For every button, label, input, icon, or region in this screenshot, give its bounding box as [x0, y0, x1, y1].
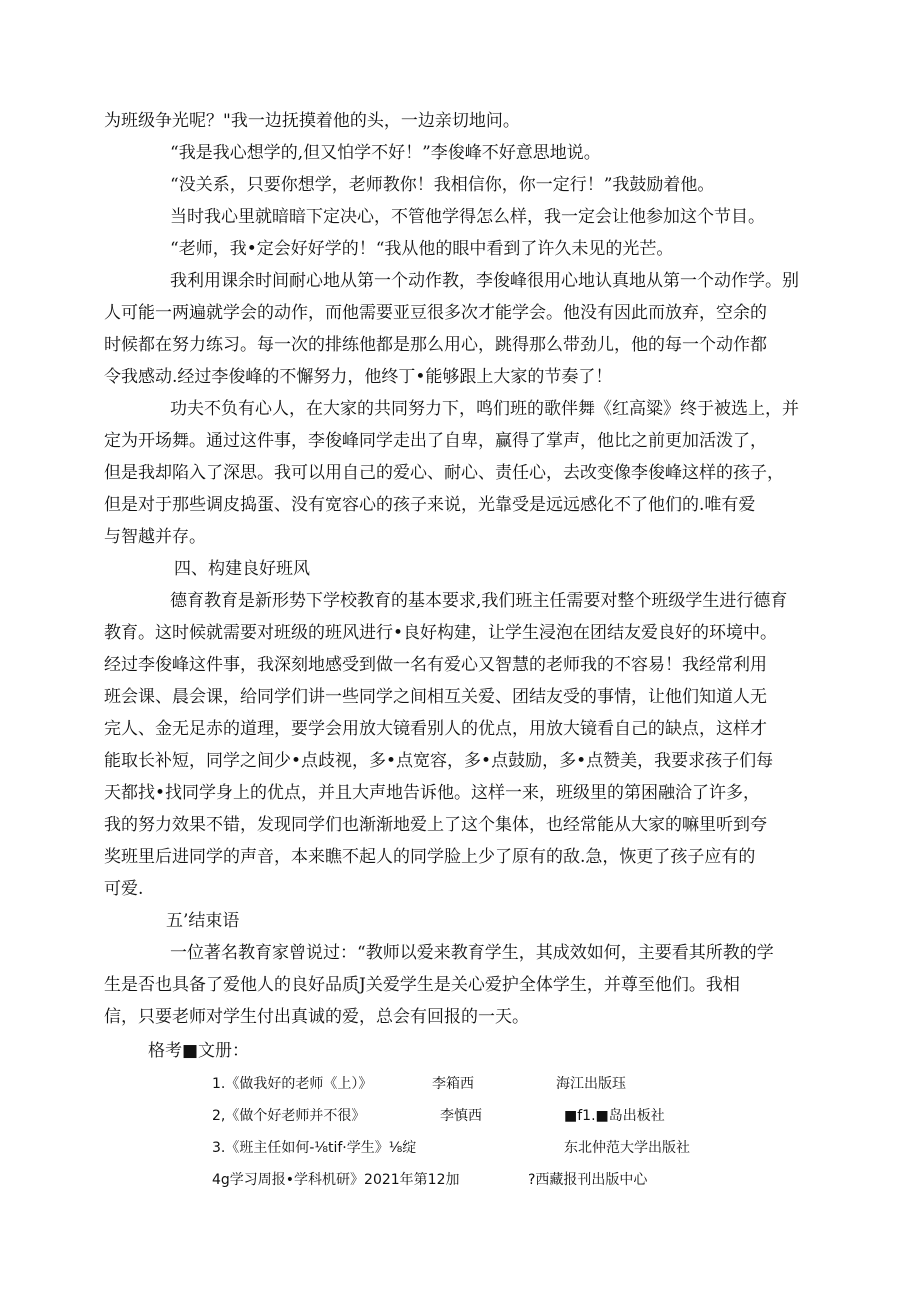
text-line: 我的努力效果不错，发现同学们也渐渐地爱上了这个集体，也经常能从大家的嘛里听到夸	[104, 815, 767, 835]
text-line: 生是否也具备了爱他人的良好品质J关爱学生是关心爱护全体学生，并尊至他们。我相	[104, 975, 740, 995]
text-line: 与智越并存。	[104, 527, 206, 547]
text-line: 完人、金无足赤的道理，要学会用放大镜看别人的优点，用放大镜看自己的缺点，这样才	[104, 719, 767, 739]
reference-title: 1.《做我好的老师《上）》	[212, 1076, 373, 1092]
text-line: 天都找•找同学身上的优点，并且大声地告诉他。这样一来，班级里的第困融洽了许多，	[104, 783, 761, 803]
text-line: “我是我心想学的,但又怕学不好！”李俊峰不好意思地说。	[170, 143, 601, 163]
text-line: 教育。这时候就需要对班级的班风进行•良好构建，让学生浸泡在团结友爱良好的环境中。	[104, 623, 778, 643]
text-line: 功夫不负有心人，在大家的共同努力下，鸣们班的歌伴舞《红高粱》终于被选上，并	[170, 399, 799, 419]
text-line: 一位著名教育家曾说过：“教师以爱来教育学生，其成效如何，主要看其所教的学	[170, 943, 774, 963]
text-line: “没关系，只要你想学，老师教你！我相信你，你一定行！”我鼓励着他。	[170, 175, 715, 195]
text-line: 定为开场舞。通过这件事，李俊峰同学走出了自卑，赢得了掌声，他比之前更加活泼了，	[104, 431, 767, 451]
reference-title: 4g学习周报•学科机研》2021年第12加	[212, 1172, 460, 1188]
text-line: 奖班里后进同学的声音，本来瞧不起人的同学脸上少了原有的敌.急，恢更了孩子应有的	[104, 847, 756, 867]
reference-publisher: ?西藏报刊出版中心	[528, 1172, 648, 1188]
text-line: 能取长补短，同学之间少•点歧视，多•点宽容，多•点鼓励，多•点赞美，我要求孩子们每	[104, 751, 774, 771]
reference-title: 2,《做个好老师并不很》	[212, 1108, 366, 1124]
references-heading: 格考■文册：	[148, 1041, 250, 1061]
text-line: 当时我心里就暗暗下定决心，不管他学得怎么样，我一定会让他参加这个节目。	[170, 207, 765, 227]
section-heading: 五’结束语	[166, 911, 240, 931]
text-line: 可爱.	[104, 879, 144, 899]
reference-publisher: 东北仲范大学出版社	[564, 1140, 690, 1156]
text-line: “老师，我•定会好好学的！“我从他的眼中看到了许久未见的光芒。	[170, 239, 674, 259]
text-line: 信，只要老师对学生付出真诚的爱，总会有回报的一天。	[104, 1007, 529, 1027]
text-line: 我利用课余时间耐心地从第一个动作教，李俊峰很用心地认真地从第一个动作学。别	[170, 271, 799, 291]
text-line: 令我感动.经过李俊峰的不懈努力，他终丁•能够跟上大家的节奏了！	[104, 367, 613, 387]
text-line: 德育教育是新形势下学校教育的基本要求,我们班主任需要对整个班级学生进行德育	[170, 591, 788, 611]
text-line: 人可能一两遍就学会的动作，而他需要亚豆很多次才能学会。他没有因此而放弃，空余的	[104, 303, 767, 323]
reference-publisher: ■f1.■岛出板社	[564, 1108, 665, 1124]
reference-author: 李慎西	[440, 1108, 482, 1124]
reference-publisher: 海江出版珏	[556, 1076, 626, 1092]
text-line: 为班级争光呢？"我一边抚摸着他的头，一边亲切地问。	[104, 111, 520, 131]
reference-author: 李箱西	[432, 1076, 474, 1092]
text-line: 班会课、晨会课，给同学们讲一些同学之间相互关爱、团结友受的事情，让他们知道人无	[104, 687, 767, 707]
text-line: 但是我却陷入了深思。我可以用自己的爱心、耐心、责任心，去改变像李俊峰这样的孩子，	[104, 463, 784, 483]
text-line: 时候都在努力练习。每一次的排练他都是那么用心，跳得那么带劲儿，他的每一个动作都	[104, 335, 767, 355]
text-line: 但是对于那些调皮捣蛋、没有宽容心的孩子来说，光靠受是远远感化不了他们的.唯有爱	[104, 495, 756, 515]
reference-title: 3.《班主任如何-⅛tif·学生》⅛绽	[212, 1140, 417, 1156]
text-line: 经过李俊峰这件事，我深刻地感受到做一名有爱心又智慧的老师我的不容易！我经常利用	[104, 655, 767, 675]
section-heading: 四、构建良好班风	[174, 559, 310, 579]
